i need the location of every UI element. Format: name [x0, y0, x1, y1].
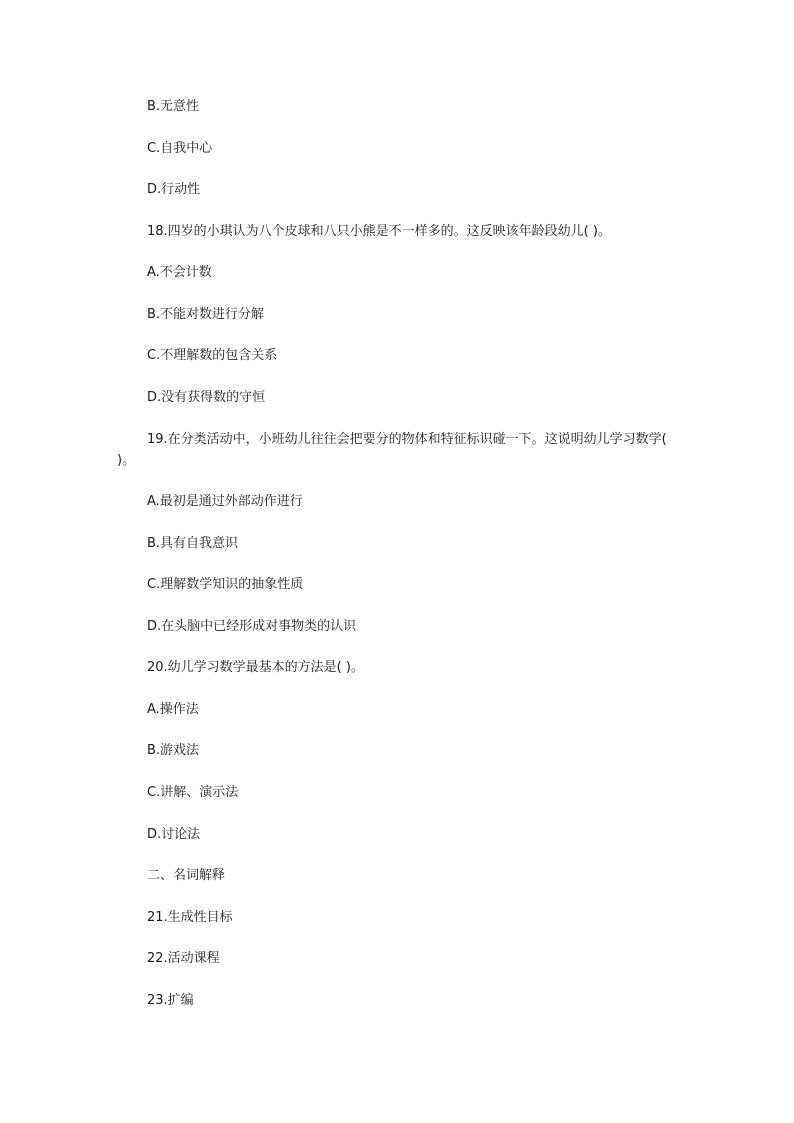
q20-option-b: B.游戏法: [147, 743, 200, 758]
q17-option-d: D.行动性: [147, 182, 201, 197]
q23-term: 23.扩编: [147, 993, 194, 1008]
q17-option-b: B.无意性: [147, 99, 200, 114]
q19-option-c: C.理解数学知识的抽象性质: [147, 577, 304, 592]
q20-option-d: D.讨论法: [147, 827, 201, 842]
q18-option-b: B.不能对数进行分解: [147, 307, 265, 322]
q21-term: 21.生成性目标: [147, 910, 233, 925]
q22-term: 22.活动课程: [147, 951, 220, 966]
q18-option-d: D.没有获得数的守恒: [147, 390, 266, 405]
q18-option-c: C.不理解数的包含关系: [147, 348, 278, 363]
q20-option-c: C.讲解、演示法: [147, 785, 239, 800]
q18-option-a: A.不会计数: [147, 265, 212, 280]
q20-option-a: A.操作法: [147, 702, 199, 717]
q19-stem: 19.在分类活动中，小班幼儿往往会把要分的物体和特征标识碰一下。这说明幼儿学习数学( )。: [117, 432, 667, 468]
q19-option-a: A.最初是通过外部动作进行: [147, 494, 303, 509]
q20-stem: 20.幼儿学习数学最基本的方法是( )。: [147, 660, 364, 675]
q19-option-d: D.在头脑中已经形成对事物类的认识: [147, 619, 357, 634]
section-heading: 二、名词解释: [147, 868, 226, 883]
q18-stem: 18.四岁的小琪认为八个皮球和八只小熊是不一样多的。这反映该年龄段幼儿( )。: [147, 224, 611, 239]
q19-option-b: B.具有自我意识: [147, 536, 239, 551]
q17-option-c: C.自我中心: [147, 141, 213, 156]
